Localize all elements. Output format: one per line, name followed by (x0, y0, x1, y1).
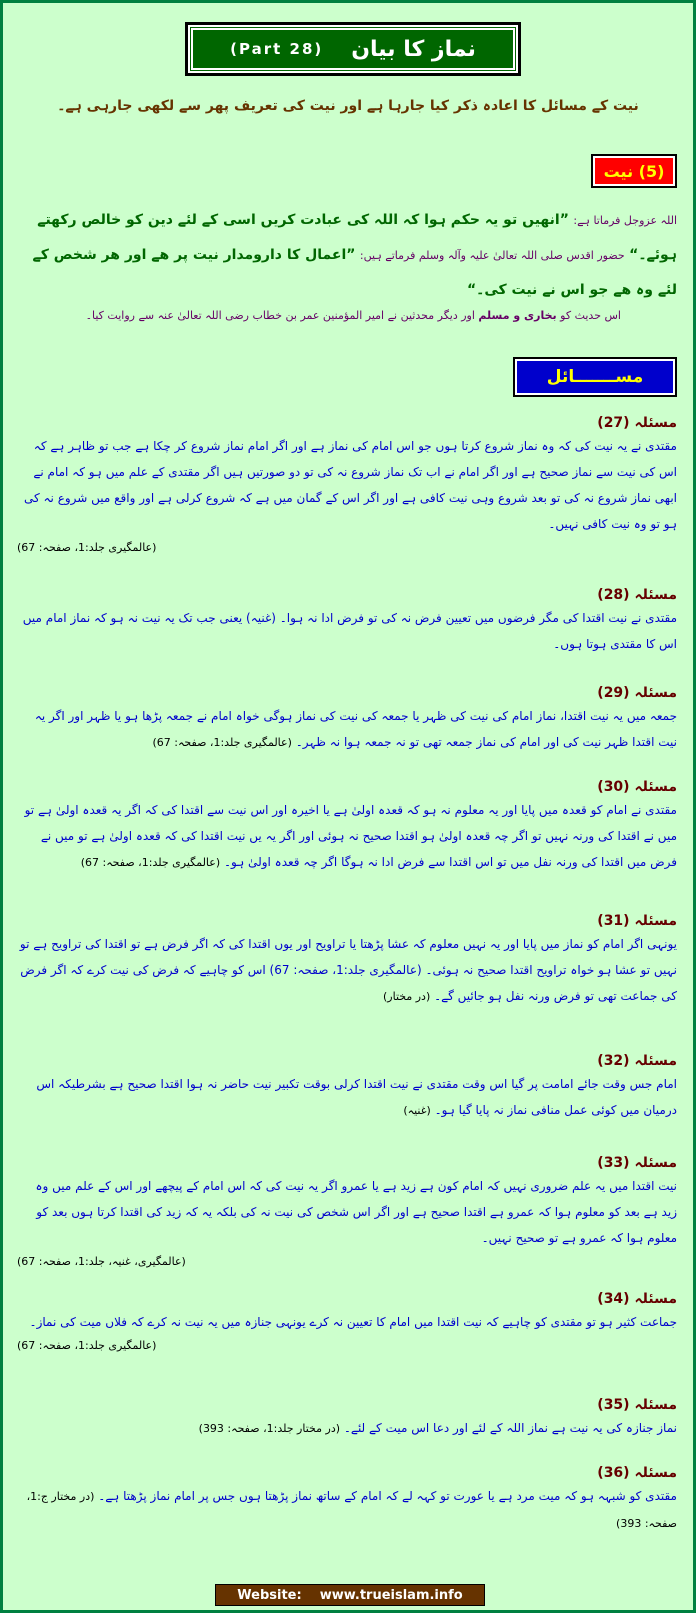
masala-body (17, 703, 677, 756)
masala-body (17, 1483, 677, 1537)
masala-reference: (عالمگیری جلد:1، صفحہ: 67) (80, 856, 221, 869)
niyat-intro-paragraph (17, 203, 677, 307)
masala-body: نیت اقتدا میں یہ علم ضروری نہیں کہ امام کون ہے زید ہے یا عمرو اگر یہ نیت کی کہ اس امام کے پیچھے اور اس کے علم میں وہ زید ہے بعد کو معلوم ہوا کہ عمرو ہے اقتدا صحیح ہے اور اگر اس شخص کی نیت نہ کی بلکہ یہ کہ زید کی اقتدا کرتا ہوں بعد کو معلوم ہوا کہ عمرو ہے تو صحیح نہیں۔ (35, 1179, 677, 1245)
masala-reference: (در مختار جلد:1، صفحہ: 393) (198, 1422, 341, 1435)
website-footer[interactable] (215, 1584, 485, 1606)
riwayat-sources: بخاری و مسلم (478, 309, 557, 322)
hadith-lead: حضور اقدس صلی اللہ تعالیٰ علیہ وآلہ وسلم فرماتے ہیں: (359, 249, 625, 262)
riwayat-post: اور دیگر محدثین نے امیر المؤمنین عمر بن خطاب رضی اللہ تعالیٰ عنہ سے روایت کیا۔ (85, 309, 475, 322)
masala-item (17, 683, 677, 756)
masala-reference: (در مختار) (382, 990, 431, 1003)
masala-body (17, 1415, 677, 1442)
masala-heading: مسئلہ (29) (597, 685, 677, 701)
masala-heading: مسئلہ (27) (597, 415, 677, 431)
masala-heading: مسئلہ (32) (597, 1053, 677, 1069)
masala-text: یونہی اگر امام کو نماز میں پایا اور یہ نہیں معلوم کہ عشا پڑھتا یا تراویح اور یوں اقتدا کی کہ اگر فرض ہے تو اقتدا کی تراویح ہے تو نہیں تو عشا ہو خواہ تراویح اقتدا صحیح نہ ہوئی۔ (عالمگیری جلد:1، صفحہ: 67) اس کو چاہیے کہ فرض کی نیت کرے کہ اگر فرض کی جماعت تھی تو فرض ورنہ نفل ہو جائیں گے۔ (19, 937, 677, 1003)
masala-body (17, 931, 677, 1010)
masala-item (17, 1395, 677, 1442)
masala-text: امام جس وقت جائے امامت پر گیا اس وقت مقتدی نے نیت اقتدا کرلی بوقت تکبیر نیت حاضر نہ ہوا اقتدا صحیح ہے بشرطیکہ اس درمیان میں کوئی عمل منافی نماز نہ پایا گیا ہو۔ (36, 1077, 677, 1117)
masala-item (17, 1051, 677, 1124)
masala-text: نماز جنازہ کی یہ نیت ہے نماز اللہ کے لئے اور دعا اس میت کے لئے۔ (343, 1421, 677, 1435)
masala-item (17, 777, 677, 876)
masala-heading: مسئلہ (31) (597, 913, 677, 929)
masala-reference: (در مختار ج:1، صفحہ: 393) (26, 1490, 677, 1530)
masala-heading: مسئلہ (33) (597, 1155, 677, 1171)
page-title-box (185, 22, 521, 76)
masala-item (17, 1153, 677, 1273)
intro-text: نیت کے مسائل کا اعادہ ذکر کیا جارہا ہے اور نیت کی تعریف پھر سے لکھی جارہی ہے۔ (57, 98, 639, 114)
page-title: نماز کا بیان (351, 36, 476, 62)
masail-heading-badge: مســـــــائل (513, 357, 677, 397)
masala-item (17, 1289, 677, 1357)
masala-item (17, 911, 677, 1010)
masala-item (17, 413, 677, 559)
riwayat-pre: اس حدیث کو (560, 309, 621, 322)
masala-heading: مسئلہ (36) (597, 1465, 677, 1481)
masala-item (17, 1463, 677, 1537)
masala-body: مقتدی نے یہ نیت کی کہ وہ نماز شروع کرتا ہوں جو اس امام کی نماز ہے اور اگر امام نماز شروع کر چکا ہے جب تو ظاہر ہے کہ اس کی نیت سے نماز صحیح ہے اور اگر امام نے اب تک نماز شروع نہ کی تو دو صورتیں ہیں اگر مقتدی کے علم میں ہو کہ امام نے ابھی نماز شروع نہ کی تو بعد شروع وہی نیت کافی ہے اور اگر اس کے گمان میں ہے کہ شروع کرلی ہے اور واقع میں شروع نہ کی ہو تو وہ نیت کافی نہیں۔ (24, 439, 677, 531)
website-link[interactable]: www.trueislam.info (319, 1587, 463, 1603)
title-part-number: (Part 28) (230, 40, 324, 58)
masala-heading: مسئلہ (34) (597, 1291, 677, 1307)
masala-body: جماعت کثیر ہو تو مقتدی کو چاہیے کہ نیت اقتدا میں امام کا تعیین نہ کرے یونہی جنازہ میں یہ نیت نہ کرے کہ فلاں میت کی نماز۔ (29, 1315, 677, 1329)
masala-heading: مسئلہ (35) (597, 1397, 677, 1413)
masala-reference: (غنیہ) (403, 1104, 431, 1117)
masala-heading: مسئلہ (28) (597, 587, 677, 603)
quran-quote: ”انھیں تو یہ حکم ہوا کہ اللہ کی عبادت کریں اسی کے لئے دین کو خالص رکھتے ہوئے۔“ (37, 212, 677, 263)
quran-lead: اللہ عزوجل فرماتا ہے: (573, 214, 677, 227)
niyat-heading-badge: (5) نیت (591, 154, 677, 188)
footer-label: Website: (237, 1587, 302, 1603)
masala-body (17, 797, 677, 876)
masala-item (17, 585, 677, 657)
hadith-quote: ”اعمال کا دارومدار نیت پر ھے اور ھر شخص کے لئے وہ ھے جو اس نے نیت کی۔“ (32, 247, 677, 298)
masala-body: مقتدی نے نیت اقتدا کی مگر فرضوں میں تعیین فرض نہ کی تو فرض ادا نہ ہوا۔ (غنیہ) یعنی جب تک یہ نیت نہ ہو کہ نماز امام میں اس کا مقتدی ہوتا ہوں۔ (22, 611, 677, 651)
masala-reference: (عالمگیری جلد:1، صفحہ: 67) (152, 736, 292, 749)
masala-reference: (عالمگیری، غنیہ، جلد:1، صفحہ: 67) (17, 1255, 186, 1268)
masala-text: جمعہ میں یہ نیت اقتدا، نماز امام کی نیت کی ظہر یا جمعہ کی نیت کی نماز ہوگی خواہ امام نے جمعہ پڑھا ہو یا ظہر اور اگر یہ نیت اقتدا ظہر نیت کی اور امام کی نماز جمعہ تھی تو نہ جمعہ ہوا نہ ظہر۔ (34, 709, 677, 749)
riwayat-line (17, 309, 621, 322)
masala-reference: (عالمگیری جلد:1، صفحہ: 67) (17, 541, 157, 554)
masala-text: مقتدی نے امام کو قعدہ میں پایا اور یہ معلوم نہ ہو کہ قعدہ اولیٰ ہے یا اخیرہ اور اس نیت سے اقتدا کی کہ اگر یہ قعدہ اولیٰ ہے تو میں نے اقتدا کی ورنہ نہیں تو اگر چہ قعدہ اولیٰ ہو اقتدا صحیح نہ ہوئی اور اگر یہ یں نیت اقتدا کی کہ قعدہ اولیٰ ہے تو میں نے فرض میں اقتدا کی ورنہ نفل میں تو اس اقتدا سے فرض ادا نہ ہوگا اگر چہ قعدہ اولیٰ ہو۔ (24, 803, 677, 869)
masala-body (17, 1071, 677, 1124)
masala-reference: (عالمگیری جلد:1، صفحہ: 67) (17, 1339, 157, 1352)
page-title-inner (191, 28, 515, 70)
masala-heading: مسئلہ (30) (597, 779, 677, 795)
masala-text: مقتدی کو شبہہ ہو کہ میت مرد ہے یا عورت تو کہہ لے کہ امام کے ساتھ نماز پڑھتا ہوں جس پر امام نماز پڑھتا ہے۔ (98, 1489, 677, 1503)
